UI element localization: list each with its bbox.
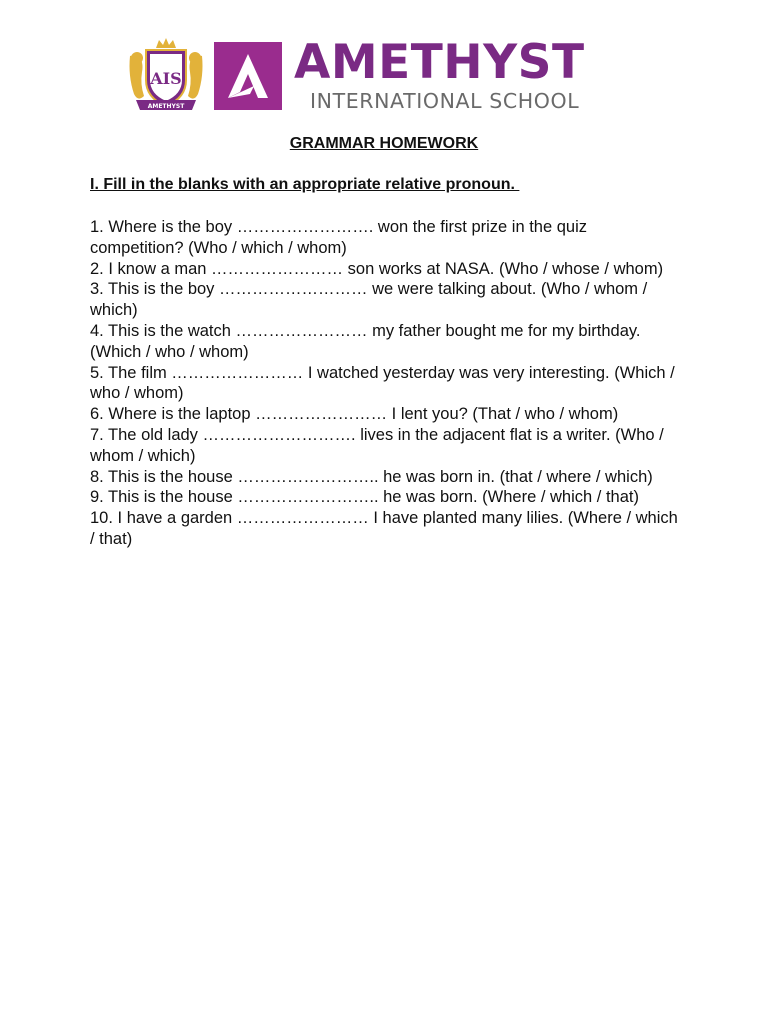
amethyst-a-logo: [214, 42, 282, 110]
question-item: 8. This is the house …………………….. he was born in. (that / where / which): [90, 467, 653, 486]
document-title: GRAMMAR HOMEWORK: [289, 135, 479, 152]
school-subtitle: INTERNATIONAL SCHOOL: [310, 89, 580, 113]
question-item: 4. This is the watch …………………… my father bought me for my birthday. (Which / who / whom): [90, 321, 641, 361]
school-crest-logo: [126, 36, 206, 114]
question-item: 10. I have a garden …………………… I have planted many lilies. (Where / which / that): [90, 509, 678, 548]
school-name: AMETHYST: [294, 35, 585, 90]
question-item: 7. The old lady ………………………. lives in the adjacent flat is a writer. (Who / whom / which): [90, 425, 664, 465]
question-item: 5. The film …………………… I watched yesterday was very interesting. (Which / who / whom): [90, 363, 675, 403]
question-item: 2. I know a man …………………… son works at NASA. (Who / whose / whom): [90, 259, 664, 278]
question-item: 1. Where is the boy ……………………. won the first prize in the quiz competition? (Who / which / whom): [90, 218, 588, 257]
crest-banner-text: AMETHYST: [147, 103, 185, 110]
question-item: 9. This is the house …………………….. he was born. (Where / which / that): [90, 488, 639, 507]
crest-monogram: AIS: [150, 69, 182, 88]
question-item: 6. Where is the laptop …………………… I lent you? (That / who / whom): [90, 405, 619, 424]
section-heading: I. Fill in the blanks with an appropriate relative pronoun.: [90, 176, 520, 193]
school-header: [126, 36, 630, 114]
question-item: 3. This is the boy ……………………… we were talking about. (Who / whom / which): [90, 280, 648, 320]
question-list: [90, 217, 685, 550]
